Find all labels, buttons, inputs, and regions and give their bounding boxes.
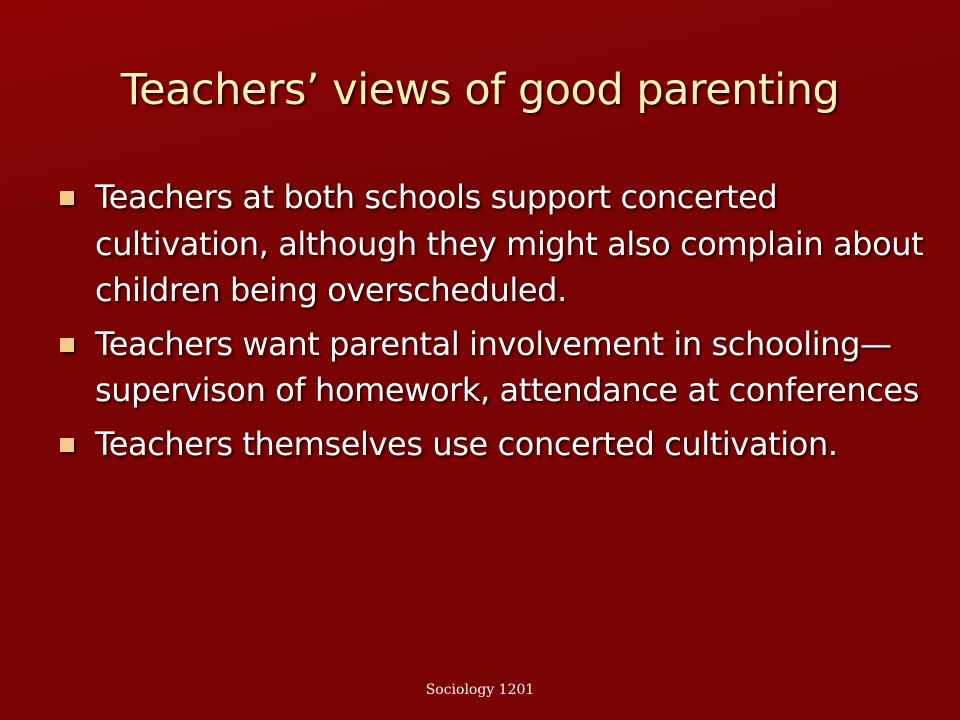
slide-title: Teachers’ views of good parenting (120, 65, 840, 115)
square-bullet-icon (60, 438, 74, 452)
square-bullet-icon (60, 338, 74, 352)
bullet-item (60, 421, 940, 468)
bullet-item (60, 321, 940, 414)
bullet-item (60, 174, 940, 314)
bullet-list (60, 174, 940, 474)
slide-footer: Sociology 1201 (425, 682, 535, 698)
bullet-text: Teachers want parental involvement in schooling—supervison of homework, attendance at conferences (95, 324, 919, 409)
bullet-text: Teachers themselves use concerted cultivation. (95, 424, 838, 463)
bullet-text: Teachers at both schools support concerted cultivation, although they might also complain about children being overscheduled. (95, 178, 924, 309)
square-bullet-icon (60, 191, 74, 205)
